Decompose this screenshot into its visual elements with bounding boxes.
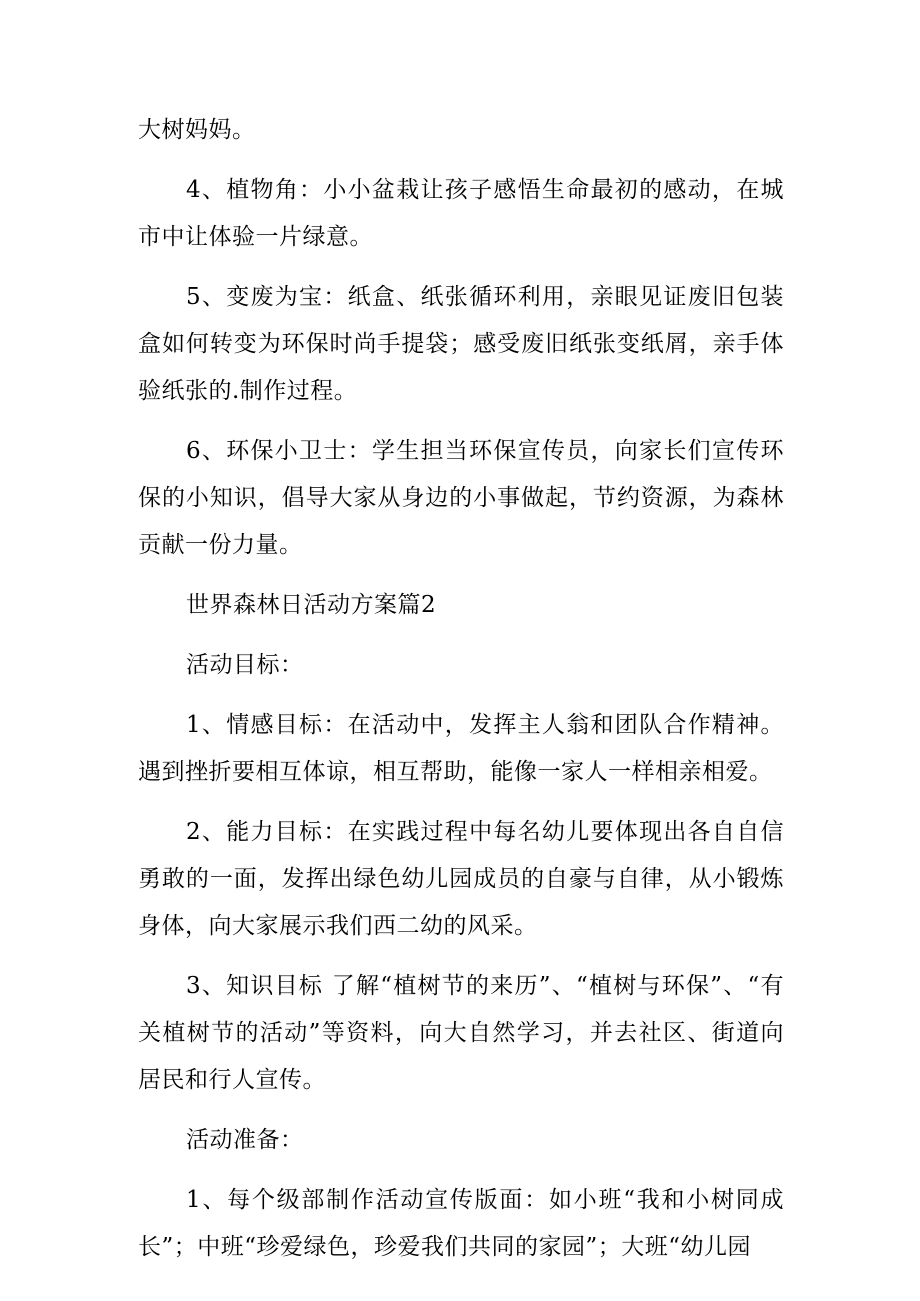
paragraph-eco-guard: 6、环保小卫士：学生担当环保宣传员，向家长们宣传环保的小知识，倡导大家从身边的小事做起，节约资源，为森林贡献一份力量。 [138,438,784,558]
paragraph-plant-corner: 4、植物角：小小盆栽让孩子感悟生命最初的感动，在城市中让体验一片绿意。 [138,177,784,250]
paragraph-goals-label: 活动目标： [186,652,304,678]
paragraph-ability-goal: 2、能力目标：在实践过程中每名幼儿要体现出各自自信勇敢的一面，发挥出绿色幼儿园成员的自豪与自律，从小锻炼身体，向大家展示我们西二幼的风采。 [138,819,784,939]
paragraph-continuation: 大树妈妈。 [138,117,256,143]
document-body [138,107,784,1284]
section-heading: 世界森林日活动方案篇2 [186,592,437,618]
paragraph-recycling: 5、变废为宝：纸盒、纸张循环利用，亲眼见证废旧包装盒如何转变为环保时尚手提袋；感受废旧纸张变纸屑，亲手体验纸张的.制作过程。 [138,284,784,404]
paragraph-emotional-goal: 1、情感目标：在活动中，发挥主人翁和团队合作精神。遇到挫折要相互体谅，相互帮助，能像一家人一样相亲相爱。 [138,712,784,785]
paragraph-preparation-1: 1、每个级部制作活动宣传版面：如小班“我和小树同成长”；中班“珍爱绿色，珍爱我们共同的家园”；大班“幼儿园 [138,1187,784,1260]
paragraph-knowledge-goal: 3、知识目标 了解“植树节的来历”、“植树与环保”、“有关植树节的活动”等资料，向大自然学习，并去社区、街道向居民和行人宣传。 [138,973,784,1093]
paragraph-preparation-label: 活动准备： [186,1127,304,1153]
